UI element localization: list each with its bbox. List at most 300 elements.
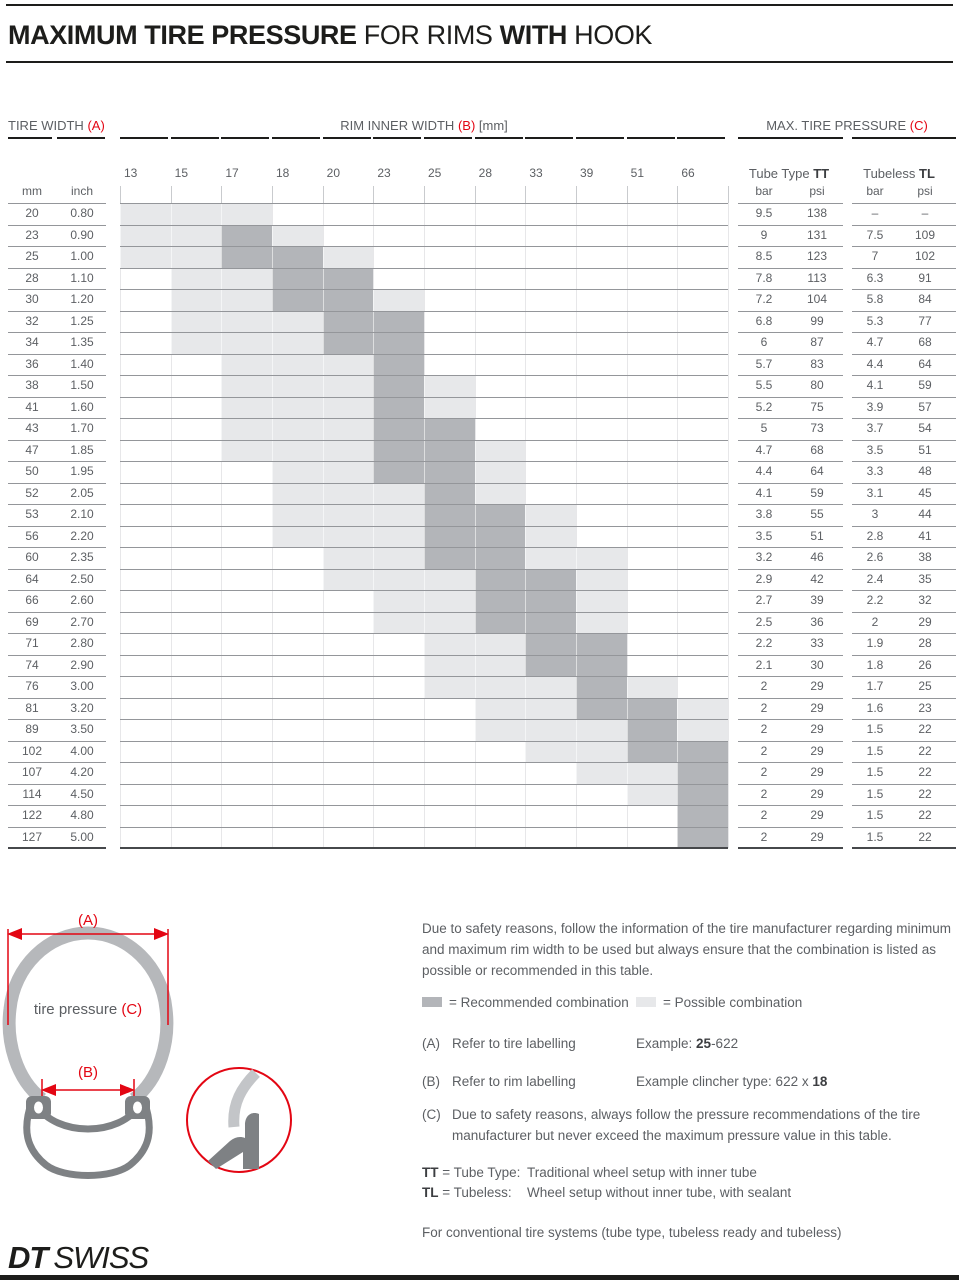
grid-vertical-line-overlay — [171, 203, 172, 848]
possible-cell — [221, 418, 272, 440]
possible-cell — [272, 332, 323, 354]
tl-psi-value: 84 — [918, 292, 932, 306]
tl-psi-header: psi — [917, 184, 933, 198]
row-line — [120, 246, 728, 247]
row-line — [852, 397, 956, 398]
possible-cell — [171, 203, 222, 225]
tl-psi-value: 59 — [918, 378, 932, 392]
recommended-cell — [373, 354, 424, 376]
row-line — [120, 590, 728, 591]
row-line — [852, 354, 956, 355]
row-line — [120, 741, 728, 742]
row-line — [738, 719, 843, 720]
inch-value: 3.50 — [70, 722, 94, 736]
possible-cell — [475, 655, 526, 677]
row-line — [120, 483, 728, 484]
grid-vertical-line-overlay — [373, 203, 374, 848]
tt-bar-value: 2 — [760, 700, 768, 715]
possible-cell — [323, 375, 374, 397]
row-line — [738, 590, 843, 591]
inch-value: 2.10 — [70, 507, 94, 521]
tl-psi-value: 57 — [918, 399, 932, 414]
possible-cell — [323, 569, 374, 591]
inch-value: 1.00 — [70, 249, 94, 263]
row-line — [738, 741, 843, 742]
recommended-cell — [475, 612, 526, 634]
rim-width-tick: 33 — [529, 166, 543, 180]
tt-bar-value: 2.2 — [755, 636, 773, 650]
possible-cell — [323, 547, 374, 569]
tt-bar-value: 2.7 — [755, 593, 773, 607]
inch-value: 1.20 — [70, 292, 94, 306]
tt-bar-value: 7.8 — [755, 270, 773, 285]
tt-psi-value: 123 — [806, 249, 828, 263]
tl-psi-value: 32 — [918, 593, 932, 607]
possible-cell — [424, 676, 475, 698]
inch-value: 4.00 — [70, 743, 94, 758]
row-line — [852, 612, 956, 613]
recommended-cell — [272, 246, 323, 268]
row-line — [8, 483, 106, 484]
row-line — [852, 590, 956, 591]
grid-vertical-line — [475, 186, 476, 848]
row-line — [738, 784, 843, 785]
recommended-cell — [475, 590, 526, 612]
inch-value: 1.40 — [70, 356, 94, 371]
tl-bar-value: 2.6 — [866, 550, 884, 564]
row-line — [8, 569, 106, 570]
mm-value: 60 — [25, 550, 39, 564]
row-line — [120, 397, 728, 398]
row-line — [738, 354, 843, 355]
row-line — [8, 225, 106, 226]
row-line — [738, 633, 843, 634]
tl-psi-value: 91 — [918, 270, 932, 285]
mm-value: 71 — [25, 636, 39, 650]
tt-definition-desc: Traditional wheel setup with inner tube — [527, 1165, 757, 1180]
pressure-heading: MAX. TIRE PRESSURE (C) — [766, 118, 928, 133]
row-line — [120, 354, 728, 355]
inch-value: 2.60 — [70, 593, 94, 607]
row-line — [8, 590, 106, 591]
tt-psi-value: 29 — [810, 808, 824, 822]
mm-value: 52 — [25, 485, 39, 500]
possible-cell — [475, 461, 526, 483]
possible-cell — [323, 526, 374, 548]
row-line — [738, 461, 843, 462]
mm-value: 76 — [25, 679, 39, 693]
recommended-cell — [627, 698, 678, 720]
row-line — [8, 504, 106, 505]
tt-psi-value: 73 — [810, 421, 824, 435]
possible-cell — [221, 397, 272, 419]
possible-cell — [424, 375, 475, 397]
possible-cell — [475, 676, 526, 698]
row-line — [852, 762, 956, 763]
recommended-cell — [475, 569, 526, 591]
tl-psi-value: 64 — [918, 356, 932, 371]
possible-cell — [171, 246, 222, 268]
possible-cell — [221, 375, 272, 397]
tt-bar-value: 2.5 — [755, 614, 773, 629]
row-line — [852, 246, 956, 247]
row-line — [120, 633, 728, 634]
inch-value: 1.35 — [70, 335, 94, 349]
recommended-cell — [373, 418, 424, 440]
row-line — [120, 547, 728, 548]
row-line — [8, 676, 106, 677]
possible-cell — [373, 590, 424, 612]
tt-psi-value: 29 — [810, 786, 824, 801]
mm-value: 107 — [21, 765, 43, 779]
inch-value: 2.70 — [70, 614, 94, 629]
possible-cell — [525, 526, 576, 548]
possible-cell — [525, 719, 576, 741]
rim-width-tick: 18 — [276, 166, 290, 180]
rim-bridge — [36, 1105, 140, 1129]
grid-vertical-line — [171, 186, 172, 848]
inch-value: 0.80 — [70, 206, 94, 220]
tl-bar-value: 3.3 — [866, 464, 884, 478]
row-line — [8, 827, 106, 828]
rim-width-tick: 51 — [630, 166, 645, 180]
tt-bar-value: 6.8 — [755, 313, 773, 328]
tt-psi-value: 29 — [810, 829, 824, 844]
grid-vertical-line — [373, 186, 374, 848]
row-line — [120, 719, 728, 720]
row-line — [738, 698, 843, 699]
possible-cell — [475, 698, 526, 720]
tl-psi-value: – — [921, 206, 929, 220]
row-line — [120, 332, 728, 333]
tt-psi-value: 138 — [806, 206, 828, 220]
tl-bar-value: 1.5 — [866, 786, 884, 801]
inch-value: 5.00 — [70, 829, 94, 844]
recommended-cell — [525, 590, 576, 612]
tt-bar-value: 3.5 — [755, 528, 773, 543]
possible-cell — [475, 719, 526, 741]
row-line — [852, 698, 956, 699]
possible-cell — [576, 762, 627, 784]
recommended-cell — [221, 225, 272, 247]
mm-value: 114 — [22, 786, 42, 801]
tl-bar-value: 2.4 — [866, 571, 884, 586]
possible-cell — [221, 268, 272, 290]
mm-value: 32 — [25, 313, 39, 328]
possible-cell — [373, 483, 424, 505]
row-line — [738, 612, 843, 613]
tl-psi-value: 44 — [918, 507, 932, 521]
heading-underline — [221, 137, 269, 139]
row-line — [120, 784, 728, 785]
grid-vertical-line-overlay — [424, 203, 425, 848]
tt-bar-value: 2 — [760, 722, 768, 736]
tl-bar-value: 1.6 — [866, 700, 884, 715]
tube-type-header: Tube Type TT — [748, 166, 830, 181]
grid-vertical-line-overlay — [525, 203, 526, 848]
row-line — [738, 762, 843, 763]
tl-psi-value: 109 — [914, 227, 936, 242]
possible-cell — [576, 569, 627, 591]
tt-bar-value: 2.9 — [755, 571, 773, 586]
row-line — [8, 526, 106, 527]
tt-bar-value: 2 — [760, 829, 768, 844]
tl-bar-value: 4.4 — [866, 356, 884, 371]
recommended-cell — [677, 805, 728, 827]
row-line — [120, 847, 728, 849]
tl-bar-value: 1.8 — [866, 657, 884, 672]
row-line — [738, 847, 843, 849]
row-line — [120, 461, 728, 462]
recommended-cell — [525, 655, 576, 677]
possible-cell — [272, 225, 323, 247]
heading-underline — [8, 137, 52, 139]
possible-cell — [525, 698, 576, 720]
inch-value: 1.60 — [70, 399, 94, 414]
possible-cell — [576, 547, 627, 569]
tl-psi-value: 29 — [918, 614, 932, 629]
row-line — [8, 719, 106, 720]
row-line — [852, 827, 956, 828]
row-line — [120, 827, 728, 828]
inch-value: 1.85 — [70, 442, 94, 457]
recommended-cell — [677, 741, 728, 763]
tl-psi-value: 22 — [918, 829, 932, 844]
row-line — [8, 246, 106, 247]
tt-bar-value: 5 — [760, 421, 768, 435]
grid-vertical-line — [424, 186, 425, 848]
rim-width-tick: 20 — [326, 166, 341, 180]
row-line — [852, 311, 956, 312]
tt-bar-value: 5.2 — [755, 399, 773, 414]
mm-value: 66 — [25, 593, 39, 607]
recommended-cell — [576, 676, 627, 698]
mm-value: 34 — [25, 335, 39, 349]
recommended-cell — [424, 461, 475, 483]
tl-bar-value: 3.1 — [866, 485, 884, 500]
possible-cell — [323, 440, 374, 462]
mm-value: 53 — [25, 507, 39, 521]
bead-seat-right — [133, 1102, 142, 1114]
mm-value: 36 — [25, 356, 39, 371]
row-line — [8, 332, 106, 333]
possible-cell — [120, 246, 171, 268]
row-line — [738, 547, 843, 548]
tl-psi-value: 54 — [918, 421, 932, 435]
tt-psi-value: 59 — [810, 485, 824, 500]
tt-bar-value: 7.2 — [755, 292, 773, 306]
heading-underline — [171, 137, 219, 139]
inch-value: 4.20 — [70, 765, 94, 779]
row-line — [852, 375, 956, 376]
possible-cell — [424, 655, 475, 677]
recommended-cell — [323, 268, 374, 290]
tl-bar-value: 1.7 — [866, 679, 884, 693]
row-line — [8, 655, 106, 656]
row-line — [120, 526, 728, 527]
possible-cell — [272, 440, 323, 462]
mm-value: 23 — [25, 227, 39, 242]
tt-bar-value: 5.5 — [755, 378, 773, 392]
mm-value: 43 — [25, 421, 39, 435]
row-line — [8, 311, 106, 312]
tl-bar-value: 3.9 — [866, 399, 884, 414]
grid-vertical-line-overlay — [677, 203, 678, 848]
recommended-cell — [373, 375, 424, 397]
grid-vertical-line-overlay — [576, 203, 577, 848]
tl-definition-desc: Wheel setup without inner tube, with sealant — [527, 1185, 792, 1200]
row-line — [8, 633, 106, 634]
heading-underline — [525, 137, 573, 139]
grid-vertical-line — [120, 186, 121, 848]
row-line — [852, 418, 956, 419]
possible-cell — [171, 268, 222, 290]
recommended-swatch — [422, 997, 442, 1007]
possible-cell — [221, 332, 272, 354]
note-a-text: Refer to tire labelling — [452, 1036, 576, 1051]
inch-column-header: inch — [70, 184, 93, 198]
possible-cell — [272, 375, 323, 397]
recommended-cell — [525, 612, 576, 634]
tt-bar-value: 3.8 — [755, 507, 773, 521]
diagram-a-label: (A) — [78, 912, 98, 929]
heading-underline — [738, 137, 843, 139]
row-line — [738, 526, 843, 527]
possible-cell — [272, 311, 323, 333]
possible-cell — [677, 698, 728, 720]
tt-bar-value: 2 — [760, 808, 768, 822]
row-line — [120, 698, 728, 699]
possible-cell — [272, 526, 323, 548]
note-b-ref: (B) — [422, 1074, 440, 1089]
tl-psi-value: 41 — [918, 528, 932, 543]
tl-bar-value: – — [871, 206, 879, 220]
row-line — [120, 311, 728, 312]
possible-cell — [272, 461, 323, 483]
row-line — [852, 504, 956, 505]
recommended-cell — [677, 784, 728, 806]
tt-bar-value: 2 — [760, 765, 768, 779]
recommended-cell — [323, 332, 374, 354]
rim-width-tick: 13 — [124, 166, 138, 180]
grid-vertical-line-overlay — [728, 203, 729, 848]
legend-possible-label: = Possible combination — [663, 995, 803, 1010]
tt-psi-value: 33 — [810, 636, 824, 650]
possible-cell — [323, 397, 374, 419]
possible-cell — [373, 569, 424, 591]
row-line — [852, 440, 956, 441]
possible-cell — [424, 397, 475, 419]
row-line — [738, 397, 843, 398]
rim-width-tick: 15 — [174, 166, 189, 180]
possible-cell — [323, 461, 374, 483]
inch-value: 0.90 — [70, 227, 94, 242]
tt-psi-value: 75 — [810, 399, 824, 414]
row-line — [8, 612, 106, 613]
tt-psi-value: 87 — [810, 335, 824, 349]
grid-vertical-line-overlay — [120, 203, 121, 848]
heading-underline — [576, 137, 624, 139]
grid-vertical-line — [525, 186, 526, 848]
recommended-cell — [677, 762, 728, 784]
row-line — [852, 461, 956, 462]
row-line — [738, 440, 843, 441]
logo-dt: DT — [8, 1240, 48, 1275]
row-line — [120, 612, 728, 613]
possible-cell — [525, 547, 576, 569]
recommended-cell — [576, 655, 627, 677]
tl-psi-value: 102 — [914, 249, 936, 263]
tire-pressure-label: tire pressure (C) — [33, 1001, 143, 1018]
row-line — [8, 397, 106, 398]
row-line — [852, 847, 956, 849]
recommended-cell — [373, 440, 424, 462]
tire-rim-diagram — [2, 903, 302, 1193]
recommended-cell — [424, 526, 475, 548]
heading-underline — [57, 137, 105, 139]
recommended-cell — [677, 827, 728, 849]
tt-bar-value: 6 — [760, 335, 768, 349]
tl-bar-value: 2 — [871, 614, 879, 629]
possible-cell — [424, 590, 475, 612]
bead-seat-left — [34, 1102, 43, 1114]
tl-bar-value: 3 — [871, 507, 879, 521]
row-line — [120, 676, 728, 677]
row-line — [120, 418, 728, 419]
mm-value: 89 — [25, 722, 39, 736]
tl-psi-value: 22 — [918, 722, 932, 736]
mm-value: 127 — [21, 829, 43, 844]
heading-underline — [627, 137, 675, 139]
possible-cell — [323, 354, 374, 376]
note-b-text: Refer to rim labelling — [452, 1074, 576, 1089]
tt-psi-value: 55 — [810, 507, 824, 521]
tt-psi-value: 51 — [810, 528, 824, 543]
possible-cell — [576, 741, 627, 763]
grid-vertical-line — [323, 186, 324, 848]
row-line — [8, 461, 106, 462]
row-line — [120, 762, 728, 763]
tt-psi-value: 30 — [810, 657, 824, 672]
tt-psi-header: psi — [809, 184, 825, 198]
tl-psi-value: 22 — [918, 765, 932, 779]
tt-psi-value: 68 — [810, 442, 824, 457]
title-rule — [6, 61, 953, 63]
row-line — [8, 375, 106, 376]
mm-value: 25 — [25, 249, 39, 263]
inch-value: 3.20 — [70, 700, 94, 715]
top-rule — [6, 4, 953, 6]
tt-bar-value: 2 — [760, 786, 768, 801]
row-line — [738, 225, 843, 226]
row-line — [8, 289, 106, 290]
possible-cell — [373, 504, 424, 526]
possible-cell — [627, 676, 678, 698]
recommended-cell — [272, 289, 323, 311]
tt-psi-value: 29 — [810, 700, 824, 715]
grid-vertical-line — [272, 186, 273, 848]
mm-value: 30 — [25, 292, 39, 306]
possible-cell — [323, 246, 374, 268]
recommended-cell — [424, 504, 475, 526]
inch-value: 2.20 — [70, 528, 94, 543]
tl-bar-value: 1.5 — [866, 722, 884, 736]
row-line — [852, 569, 956, 570]
possible-cell — [221, 354, 272, 376]
inch-value: 2.35 — [70, 550, 94, 564]
mm-value: 41 — [25, 399, 39, 414]
possible-cell — [221, 289, 272, 311]
